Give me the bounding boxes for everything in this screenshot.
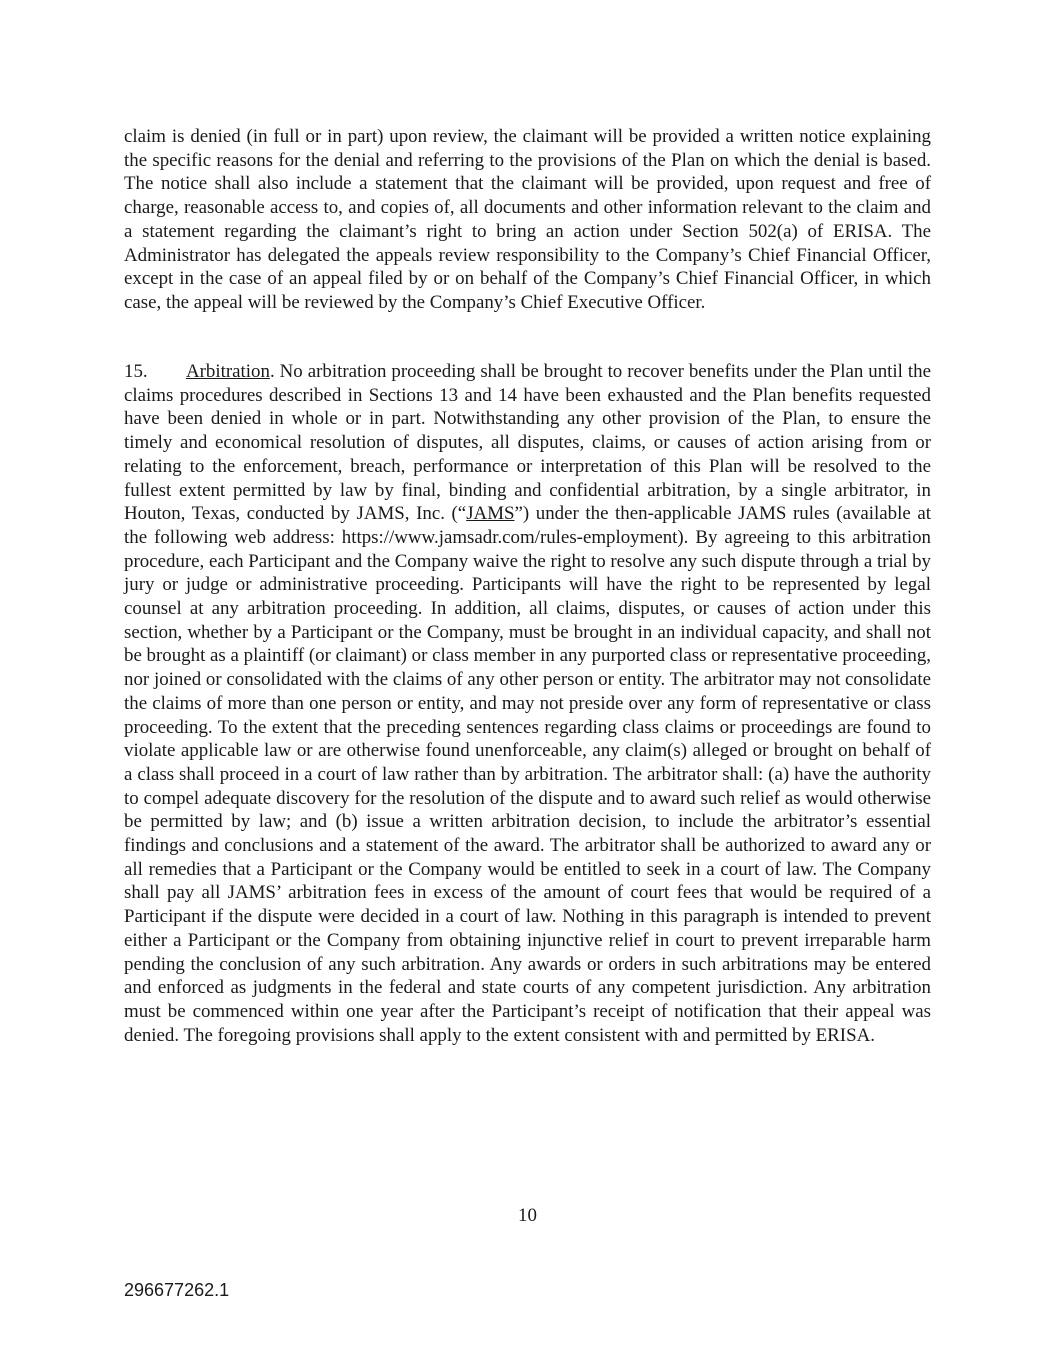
section-text-part-2: ”) under the then-applicable JAMS rules (available at the following web address: https://www.jamsadr.com/rules-employment). By agreeing to this arbitration procedure, each Participant and the Company waive the right to resolve any such dispute through a trial by jury or judge or administrative proceeding. Participants will have the right to be represented by legal counsel at any arbitration proceeding. In addition, all claims, disputes, or causes of action under this section, whether by a Participant or the Company, must be brought in an individual capacity, and shall not be brought as a plaintiff (or claimant) or class member in any purported class or representative proceeding, nor joined or consolidated with the claims of any other person or entity. The arbitrator may not consolidate the claims of more than one person or entity, and may not preside over any form of representative or class proceeding. To the extent that the preceding sentences regarding class claims or proceedings are found to violate applicable law or are otherwise found unenforceable, any claim(s) alleged or brought on behalf of a class shall proceed in a court of law rather than by arbitration. The arbitrator shall: (a) have the authority to compel adequate discovery for the resolution of the dispute and to award such relief as would otherwise be permitted by law; and (b) issue a written arbitration decision, to include the arbitrator’s essential findings and conclusions and a statement of the award. The arbitrator shall be authorized to award any or all remedies that a Participant or the Company would be entitled to seek in a court of law. The Company shall pay all JAMS’ arbitration fees in excess of the amount of court fees that would be required of a Participant if the dispute were decided in a court of law. Nothing in this paragraph is intended to prevent either a Participant or the Company from obtaining injunctive relief in court to prevent irreparable harm pending the conclusion of any such arbitration. Any awards or orders in such arbitrations may be entered and enforced as judgments in the federal and state courts of any competent jurisdiction. Any arbitration must be commenced within one year after the Participant’s receipt of notification that their appeal was denied. The foregoing provisions shall apply to the extent consistent with and permitted by ERISA. (124, 503, 931, 1046)
section-15-arbitration (124, 360, 931, 1047)
section-heading: Arbitration (186, 361, 270, 382)
document-id: 296677262.1 (124, 1280, 230, 1300)
paragraph-claims-appeal-continued: claim is denied (in full or in part) upon review, the claimant will be provided a written notice explaining the specific reasons for the denial and referring to the provisions of the Plan on which the denial is based. The notice shall also include a statement that the claimant will be provided, upon request and free of charge, reasonable access to, and copies of, all documents and other information relevant to the claim and a statement regarding the claimant’s right to bring an action under Section 502(a) of ERISA. The Administrator has delegated the appeals review responsibility to the Company’s Chief Financial Officer, except in the case of an appeal filed by or on behalf of the Company’s Chief Financial Officer, in which case, the appeal will be reviewed by the Company’s Chief Executive Officer. (124, 126, 931, 313)
defined-term: JAMS (466, 503, 515, 525)
section-number: 15. (124, 361, 148, 382)
page-number: 10 (518, 1205, 537, 1226)
section-text-part-1: . No arbitration proceeding shall be brought to recover benefits under the Plan until the claims procedures described in Sections 13 and 14 have been exhausted and the Plan benefits requested have been denied in whole or in part. Notwithstanding any other provision of the Plan, to ensure the timely and economical resolution of disputes, all disputes, claims, or causes of action arising from or relating to the enforcement, breach, performance or interpretation of this Plan will be resolved to the fullest extent permitted by law by final, binding and confidential arbitration, by a single arbitrator, in Houton, Texas, conducted by JAMS, Inc. (“ (124, 361, 931, 525)
